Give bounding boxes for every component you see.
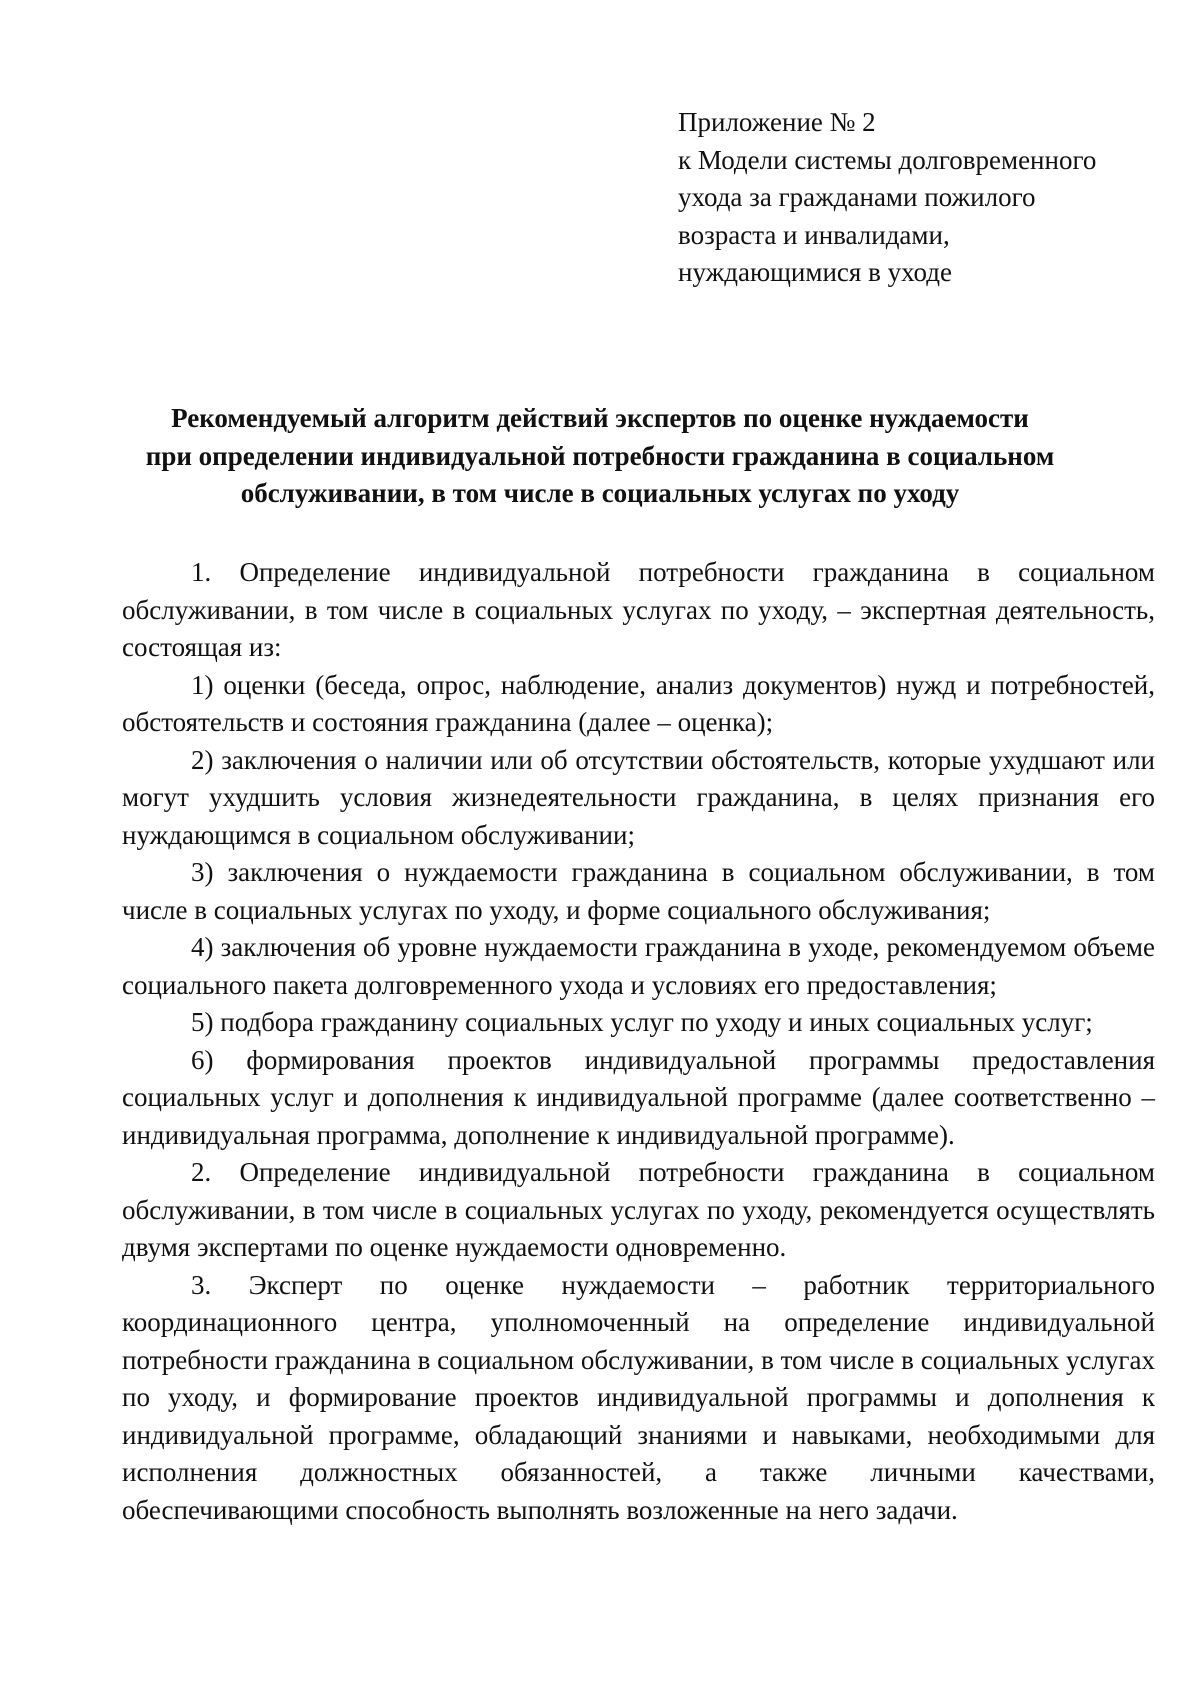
list-item-3: 3) заключения о нуждаемости гражданина в социальном обслуживании, в том числе в социальных услугах по уходу, и форме социального обслуживания; [122,857,1155,925]
document-title [120,400,1080,513]
paragraph-3: 3. Эксперт по оценке нуждаемости – работник территориального координационного центра, уполномоченный на определение индивидуальной потребности гражданина в социальном обслуживании, в том числе в социальных услугах по уходу, и формирование проектов индивидуальной программы и дополнения к индивидуальной программе, обладающий знаниями и навыками, необходимыми для исполнения должностных обязанностей, а также личными качествами, обеспечивающими способность выполнять возложенные на него задачи. [122,1269,1155,1525]
list-item-6: 6) формирования проектов индивидуальной программы предоставления социальных услуг и дополнения к индивидуальной программе (далее соответственно – индивидуальная программа, дополнение к индивидуальной программе). [122,1044,1155,1150]
appendix-line: к Модели системы долговременного [678,144,1097,175]
title-line: обслуживании, в том числе в социальных услугах по уходу [240,478,960,508]
list-item-5: 5) подбора гражданину социальных услуг по уходу и иных социальных услуг; [191,1007,1093,1037]
document-body [122,554,1155,1529]
paragraph-1: 1. Определение индивидуальной потребности гражданина в социальном обслуживании, в том числе в социальных услугах по уходу, – экспертная деятельность, состоящая из: [122,557,1155,662]
appendix-line: нуждающимися в уходе [678,257,952,287]
appendix-header [678,104,1158,292]
appendix-line: возраста и инвалидами, [678,219,950,250]
appendix-line: ухода за гражданами пожилого [678,182,1036,212]
list-item-2: 2) заключения о наличии или об отсутствии обстоятельств, которые ухудшают или могут ухудшить условия жизнедеятельности гражданина, в целях признания его нуждающимся в социальном обслуживании; [122,744,1155,850]
title-line: Рекомендуемый алгоритм действий экспертов по оценке нуждаемости [171,403,1029,433]
list-item-4: 4) заключения об уровне нуждаемости гражданина в уходе, рекомендуемом объеме социального пакета долговременного ухода и условиях его предоставления; [122,932,1155,1000]
appendix-line-number: Приложение № 2 [678,107,876,137]
title-line: при определении индивидуальной потребности гражданина в социальном [145,440,1055,471]
list-item-1: 1) оценки (беседа, опрос, наблюдение, анализ документов) нужд и потребностей, обстоятельств и состояния гражданина (далее – оценка); [122,669,1155,737]
paragraph-2: 2. Определение индивидуальной потребности гражданина в социальном обслуживании, в том числе в социальных услугах по уходу, рекомендуется осуществлять двумя экспертами по оценке нуждаемости одновременно. [122,1157,1155,1262]
